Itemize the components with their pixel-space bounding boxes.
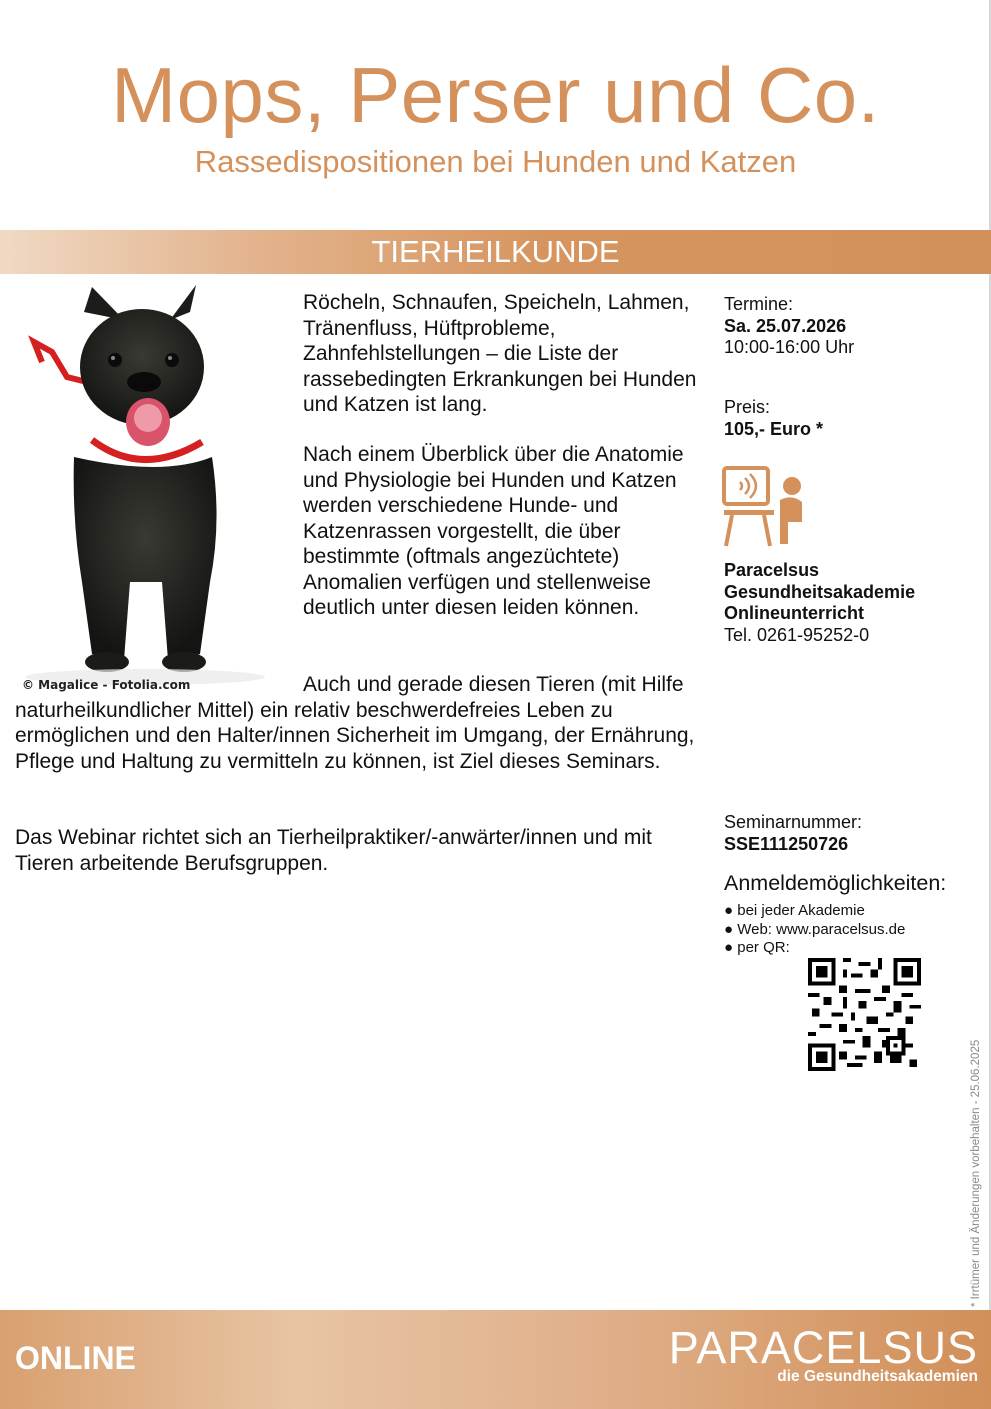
brand-tagline: die Gesundheitsakademien	[777, 1368, 978, 1385]
seminar-number-label: Seminarnummer:	[724, 812, 863, 832]
overview-paragraph: Nach einem Überblick über die Anatomie und Physiologie bei Hunden und Katzen werden verschiedene Hunde- und Katzenrassen vorgestellt, die über bestimmte (oftmals angezüchtete) Anomalien verfügen und stellenweise deutlich unter diesen leiden können.	[303, 443, 684, 619]
org-phone: Tel. 0261-95252-0	[724, 624, 870, 645]
seminar-time: 10:00-16:00 Uhr	[724, 337, 855, 357]
org-mode: Onlineunterricht	[724, 603, 865, 623]
seminar-number-block	[724, 812, 862, 855]
org-name-2: Gesundheitsakademie	[724, 581, 916, 602]
price-label: Preis:	[724, 397, 771, 417]
audience-paragraph: Das Webinar richtet sich an Tierheilpraktiker/-anwärter/innen und mit Tieren arbeitende Berufsgruppen.	[15, 826, 652, 875]
registration-option[interactable]: ● Web: www.paracelsus.de	[724, 920, 906, 938]
brand-logo: PARACELSUS	[668, 1322, 978, 1373]
dates-block	[724, 294, 854, 359]
format-label: ONLINE	[15, 1340, 136, 1376]
org-name: Paracelsus	[724, 560, 820, 580]
intro-paragraph: Röcheln, Schnaufen, Speicheln, Lahmen, Tränenfluss, Hüftprobleme, Zahnfehlstellungen – die Liste der rassebedingten Erkrankungen bei Hunden und Katzen ist lang.	[303, 291, 697, 416]
registration-option: ● per QR:	[724, 939, 790, 956]
seminar-number: SSE111250726	[724, 833, 849, 854]
page-subtitle: Rassedispositionen bei Hunden und Katzen	[194, 144, 797, 179]
price-value: 105,- Euro *	[724, 418, 824, 439]
registration-option: ● bei jeder Akademie	[724, 902, 865, 919]
online-learning-icon	[722, 466, 806, 548]
registration-heading: Anmeldemöglichkeiten:	[724, 871, 947, 895]
price-block	[724, 397, 823, 440]
goal-paragraph: Auch und gerade diesen Tieren (mit Hilfe naturheilkundlicher Mittel) ein relativ beschwerdefreies Leben zu ermöglichen und den Halter/innen Sicherheit im Umgang, der Ernährung, Pflege und Haltung zu vermitteln zu können, ist Ziel dieses Seminars.	[15, 673, 695, 773]
dates-label: Termine:	[724, 294, 794, 314]
seminar-date: Sa. 25.07.2026	[724, 315, 847, 336]
category-label: TIERHEILKUNDE	[371, 234, 620, 269]
disclaimer-note: * Irrtümer und Änderungen vorbehalten - 25.06.2025	[970, 1039, 982, 1307]
page-title: Mops, Perser und Co.	[111, 51, 880, 139]
photo-credit: © Magalice - Fotolia.com	[22, 678, 191, 692]
registration-options	[724, 902, 905, 958]
dog-photo	[12, 282, 282, 702]
qr-code[interactable]	[808, 958, 921, 1071]
organizer-block	[724, 560, 915, 646]
